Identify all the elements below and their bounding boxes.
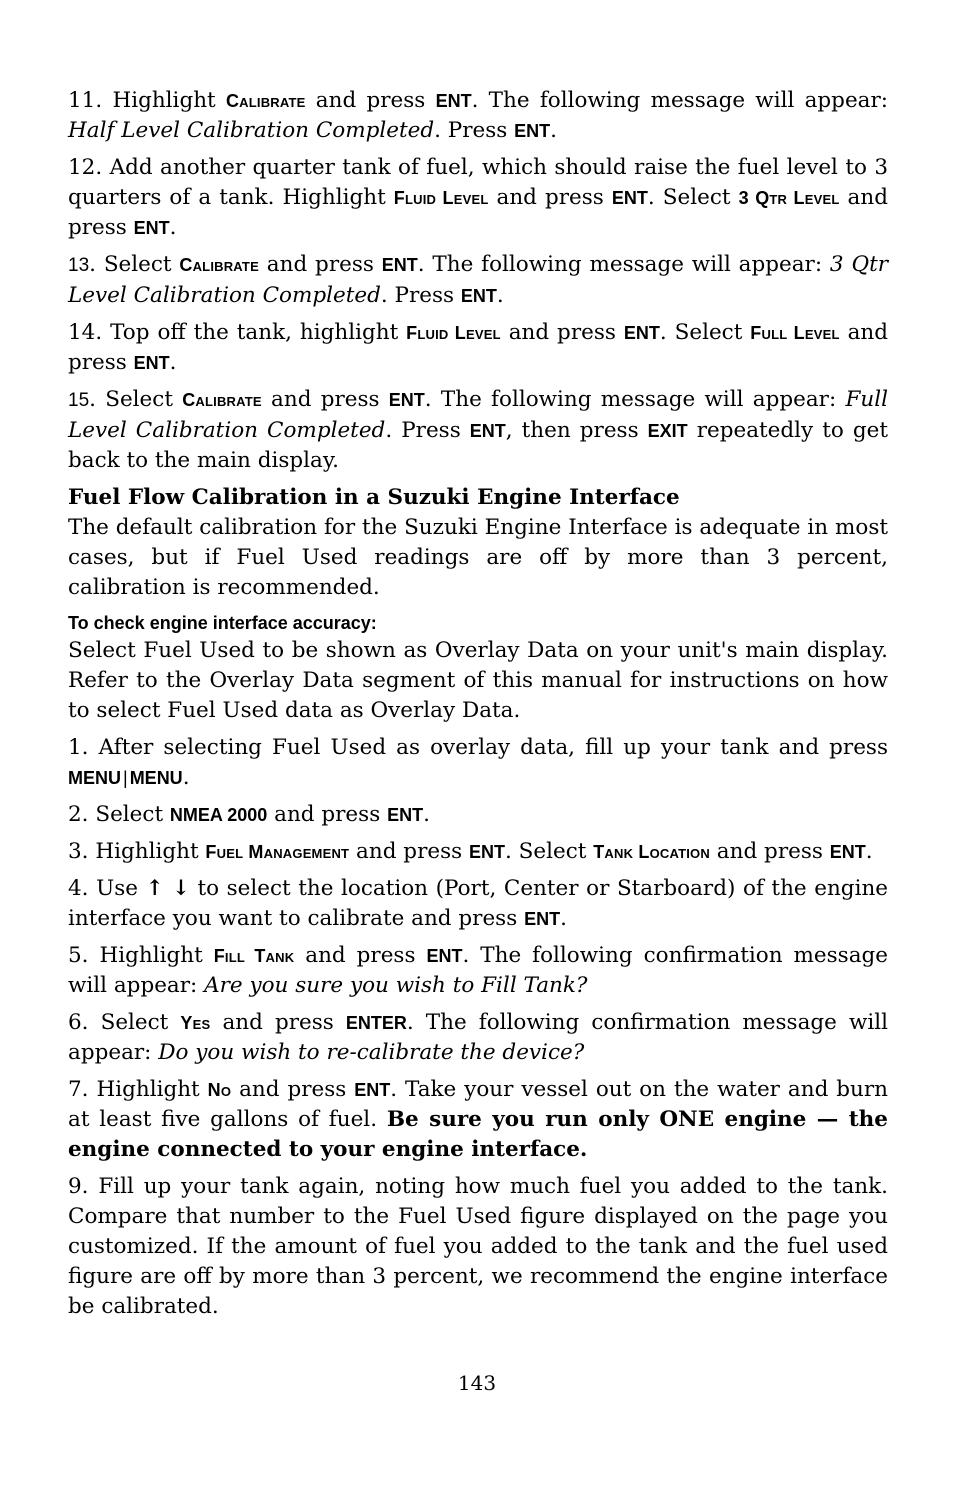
step-text: . Select xyxy=(659,320,751,345)
key-ent: ENT xyxy=(468,842,505,862)
step-5 xyxy=(68,941,888,1001)
step-text: and press xyxy=(294,943,427,968)
step-text: and press xyxy=(305,88,436,113)
manual-page-body xyxy=(68,86,888,1329)
key-separator: | xyxy=(123,768,128,788)
step-text: and press xyxy=(349,839,469,864)
step-7 xyxy=(68,1075,888,1165)
step-text: repeatedly to get back to the main display. xyxy=(68,418,888,473)
key-ent: ENT xyxy=(829,842,866,862)
step-text: . xyxy=(560,906,567,931)
step-text: and press xyxy=(231,1077,355,1102)
subheading: To check engine interface accuracy: xyxy=(68,613,377,633)
menu-item-fluid-level: Fluid Level xyxy=(393,188,489,208)
step-6 xyxy=(68,1008,888,1068)
key-ent: ENT xyxy=(133,218,170,238)
menu-item-fuel-management: Fuel Management xyxy=(205,842,350,862)
key-ent: ENT xyxy=(133,353,170,373)
step-1 xyxy=(68,733,888,793)
menu-item-fill-tank: Fill Tank xyxy=(213,946,295,966)
key-ent: ENT xyxy=(611,188,648,208)
step-text: . xyxy=(169,215,177,240)
step-text: . The following message will appear: xyxy=(424,387,846,412)
step-text: 12. Add another quarter tank of fuel, which should raise the fuel level to 3 quarters of a tank. Highlight xyxy=(68,155,888,210)
key-ent: ENT xyxy=(381,255,418,275)
step-15 xyxy=(68,385,888,476)
menu-item-nmea-2000: NMEA 2000 xyxy=(169,805,268,825)
step-text: 4. Use xyxy=(68,876,146,901)
step-text: . xyxy=(169,350,177,375)
key-exit: EXIT xyxy=(647,421,688,441)
step-text: and press xyxy=(210,1010,346,1035)
step-text: . Press xyxy=(434,118,515,143)
step-number: 13 xyxy=(68,255,90,276)
key-ent: ENT xyxy=(623,323,660,343)
step-text: 7. Highlight xyxy=(68,1077,208,1102)
step-text: . The following confirmation message will appear: xyxy=(68,1010,888,1065)
step-text: . xyxy=(423,802,430,827)
key-ent: ENT xyxy=(469,421,506,441)
step-text: 5. Highlight xyxy=(68,943,214,968)
step-4 xyxy=(68,874,888,934)
step-9: 9. Fill up your tank again, noting how much fuel you added to the tank. Compare that number to the Fuel Used figure displayed on the page you customized. If the amount of fuel you added to the tank and the fuel used figure are off by more than 3 percent, we recommend the engine interface be calibrated. xyxy=(68,1174,888,1319)
menu-item-full-level: Full Level xyxy=(750,323,840,343)
step-text: . Select xyxy=(504,839,594,864)
key-enter: ENTER xyxy=(345,1013,407,1033)
step-text: 1. After selecting Fuel Used as overlay data, fill up your tank and press xyxy=(68,735,888,760)
step-text: , then press xyxy=(505,418,648,443)
step-text: 11. Highlight xyxy=(68,88,226,113)
step-text: 14. Top off the tank, highlight xyxy=(68,320,407,345)
step-text: . Select xyxy=(647,185,739,210)
message-text: Full Level Calibration Completed xyxy=(68,387,888,443)
step-text: . Select xyxy=(89,387,183,412)
menu-item-fluid-level: Fluid Level xyxy=(406,323,501,343)
step-text: . Select xyxy=(89,252,180,277)
step-text: . The following message will appear: xyxy=(417,252,830,277)
step-text: . Press xyxy=(385,418,470,443)
step-3 xyxy=(68,837,888,867)
step-text: . xyxy=(182,765,190,790)
menu-item-calibrate: Calibrate xyxy=(225,91,306,111)
step-text: . The following confirmation message will appear: xyxy=(68,943,889,998)
step-text: . Take your vessel out on the water and burn at least five gallons of fuel. xyxy=(68,1077,889,1132)
step-text: and press xyxy=(258,252,382,277)
step-text: . xyxy=(865,839,873,864)
step-11 xyxy=(68,86,888,146)
arrow-keys-icon: ↑ ↓ xyxy=(145,876,190,901)
step-2 xyxy=(68,800,888,830)
step-14 xyxy=(68,318,888,378)
step-number: 15 xyxy=(68,390,90,411)
step-text: 3. Highlight xyxy=(68,839,206,864)
key-ent: ENT xyxy=(514,121,551,141)
overlay-instructions: Select Fuel Used to be shown as Overlay Data on your unit's main display. Refer to the Overlay Data segment of this manual for instructions on how to select Fuel Used data as Overlay Data. xyxy=(68,638,888,723)
step-text: . The following message will appear: xyxy=(471,88,889,113)
key-ent: ENT xyxy=(388,390,425,410)
message-text: Are you sure you wish to Fill Tank? xyxy=(204,973,588,998)
step-text: . Press xyxy=(380,283,461,308)
key-ent: ENT xyxy=(435,91,472,111)
warning-text: Be sure you run only ONE engine — the engine connected to your engine interface. xyxy=(68,1107,888,1162)
menu-item-no: No xyxy=(207,1080,232,1100)
step-text: and press xyxy=(267,802,388,827)
step-text: and press xyxy=(488,185,612,210)
menu-item-3-qtr-level: 3 Qtr Level xyxy=(738,188,840,208)
menu-item-tank-location: Tank Location xyxy=(593,842,710,862)
step-text: 2. Select xyxy=(68,802,170,827)
step-text: and press xyxy=(500,320,624,345)
key-ent: ENT xyxy=(426,946,463,966)
key-ent: ENT xyxy=(354,1080,391,1100)
step-13 xyxy=(68,250,888,311)
key-ent: ENT xyxy=(460,286,497,306)
step-12 xyxy=(68,153,888,243)
section-intro: The default calibration for the Suzuki Engine Interface is adequate in most cases, but if Fuel Used readings are off by more than 3 percent, calibration is recommended. xyxy=(68,515,888,600)
key-ent: ENT xyxy=(387,805,424,825)
step-text: and press xyxy=(709,839,830,864)
key-menu: MENU xyxy=(68,768,121,788)
section-heading: Fuel Flow Calibration in a Suzuki Engine Interface xyxy=(68,485,680,510)
step-text: . xyxy=(550,118,557,143)
menu-item-calibrate: Calibrate xyxy=(182,390,262,410)
message-text: Do you wish to re-calibrate the device? xyxy=(158,1040,585,1065)
page-number: 143 xyxy=(457,1371,497,1395)
message-text: 3 Qtr Level Calibration Completed xyxy=(68,252,888,308)
key-menu: MENU xyxy=(129,768,183,788)
menu-item-calibrate: Calibrate xyxy=(179,255,259,275)
message-text: Half Level Calibration Completed xyxy=(68,118,435,143)
step-text: to select the location (Port, Center or Starboard) of the engine interface you want to calibrate and press xyxy=(68,876,889,931)
key-ent: ENT xyxy=(524,909,561,929)
menu-item-yes: Yes xyxy=(180,1013,211,1033)
step-text: and press xyxy=(68,320,888,375)
step-text: and press xyxy=(261,387,389,412)
step-text: . xyxy=(496,283,504,308)
step-text: 6. Select xyxy=(68,1010,181,1035)
step-text: and press xyxy=(68,185,888,240)
